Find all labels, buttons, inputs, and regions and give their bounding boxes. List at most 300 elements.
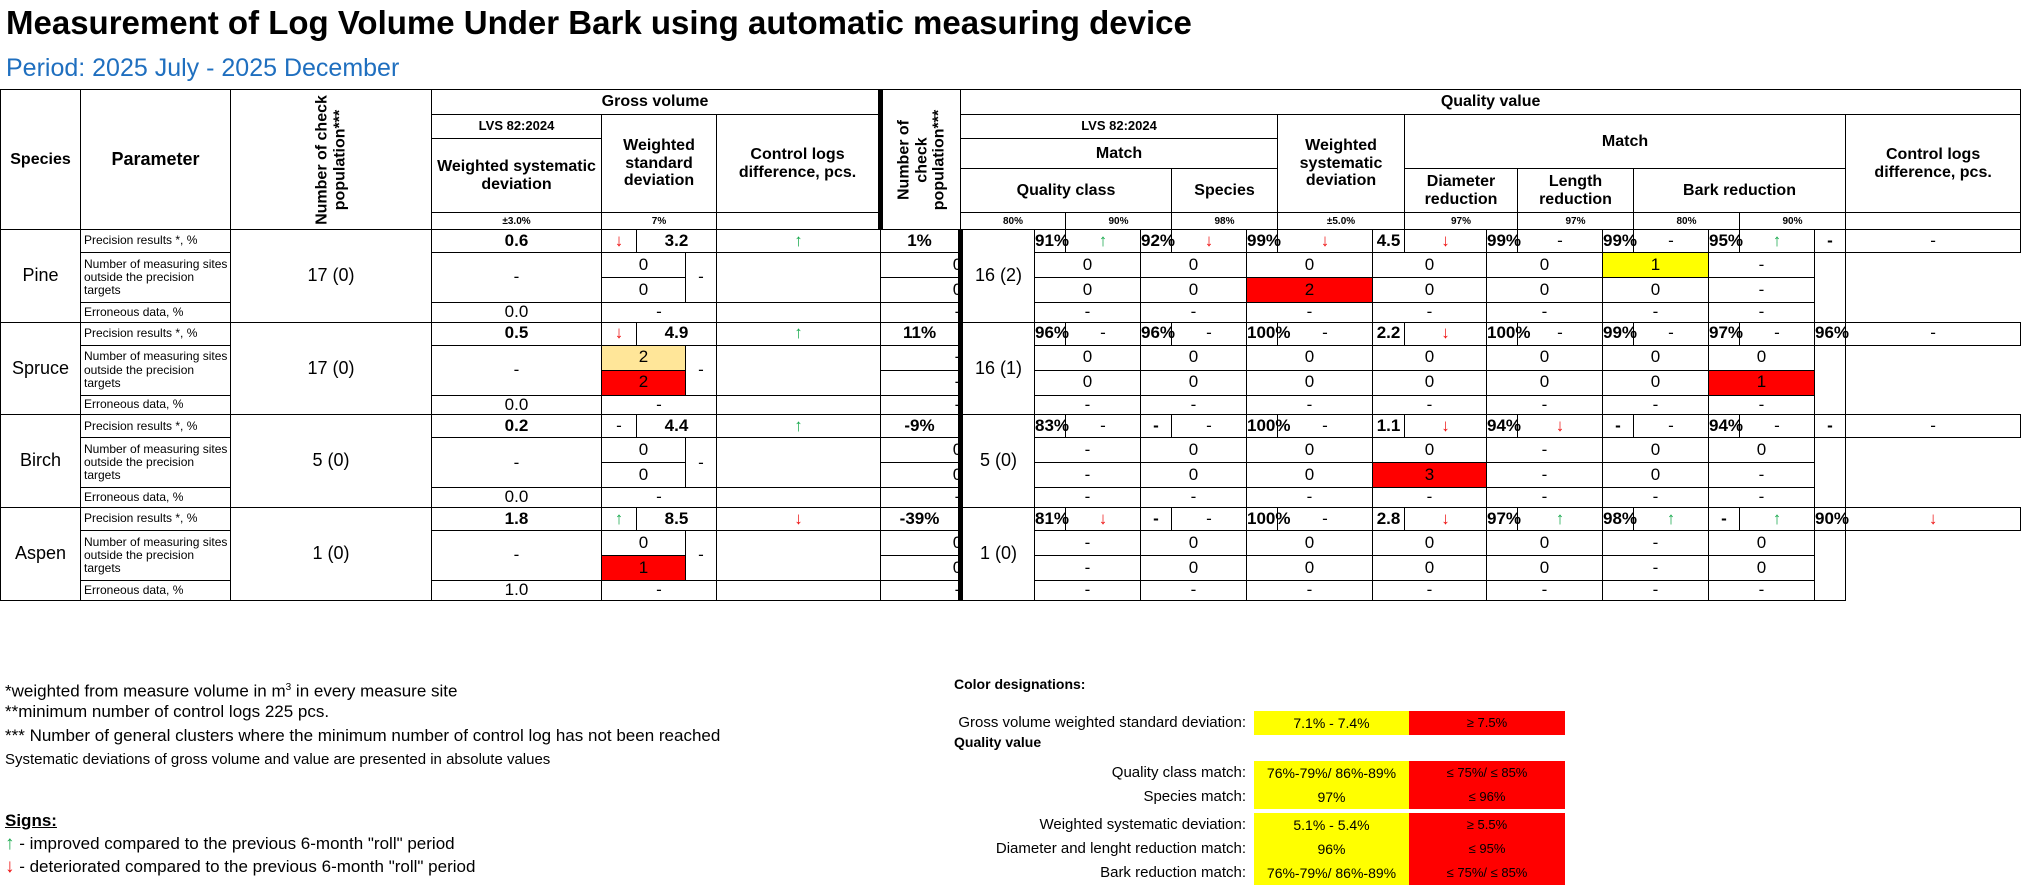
quality-erroneous: - [1141,395,1247,415]
diameter-value: 94% [1487,415,1518,438]
wstd-outside-dash: - [686,345,717,395]
page-title: Measurement of Log Volume Under Bark using automatic measuring device [6,4,1192,41]
qc90-value: 96% [1141,322,1172,345]
quality-outside: 0 [1709,345,1815,370]
quality-outside: - [1035,556,1141,581]
quality-outside: 0 [1035,253,1141,278]
quality-check-population: 5 (0) [961,415,1035,508]
quality-outside: - [1709,278,1815,303]
quality-outside: 0 [1603,370,1709,395]
quality-erroneous: - [1141,303,1247,323]
trend-arrow: - [1846,230,2021,253]
erroneous-ctl [717,488,881,508]
trend-arrow: ↓ [1405,415,1487,438]
length-value: 99% [1603,322,1634,345]
wsd-value: 0.6 [432,230,602,253]
parameter-header: Parameter [81,90,231,230]
erroneous-value: 0.0 [432,488,602,508]
trend-arrow: - [1740,322,1815,345]
erroneous-ctl [717,395,881,415]
species-name: Spruce [1,322,81,415]
wstd-outside-dash: - [686,253,717,303]
sign-deteriorated: ↓ - deteriorated compared to the previous 6-month "roll" period [5,856,476,877]
trend-arrow: ↑ [602,508,637,531]
wsd-value: 0.2 [432,415,602,438]
quality-outside: 0 [1141,438,1247,463]
bark80-value: 95% [1709,230,1740,253]
quality-outside: 0 [1373,531,1487,556]
quality-outside: 0 [1603,345,1709,370]
quality-value-header: Quality value [961,90,2021,115]
trend-arrow: ↑ [1634,508,1709,531]
species-match-value: 100% [1247,415,1278,438]
erroneous-ctl [717,303,881,323]
legend-wsd-red: ≥ 5.5% [1409,813,1565,837]
quality-check-population: 16 (2) [961,230,1035,323]
species-match-value: 100% [1247,322,1278,345]
control-logs-q-outside [1815,438,1846,508]
quality-outside: 0 [1487,278,1603,303]
quality-erroneous: - [1247,395,1373,415]
table-row [1,230,2021,253]
trend-arrow: - [1278,415,1373,438]
quality-check-population: 16 (1) [961,322,1035,415]
bark80-value: 94% [1709,415,1740,438]
gross-volume-header: Gross volume [432,90,881,115]
wsd-value: 1.8 [432,508,602,531]
legend-gross-label: Gross volume weighted standard deviation: [958,714,1246,731]
quality-outside: 0 [1373,556,1487,581]
param-erroneous: Erroneous data, % [81,581,231,601]
quality-outside: 1 [1709,370,1815,395]
table-row [1,415,2021,438]
trend-arrow: ↑ [1740,230,1815,253]
sign-improved: ↑ - improved compared to the previous 6-month "roll" period [5,833,455,854]
quality-outside: - [1035,531,1141,556]
quality-outside: - [1709,463,1815,488]
trend-arrow: - [1846,415,2021,438]
trend-arrow: - [1634,322,1709,345]
quality-outside: 0 [1603,438,1709,463]
trend-arrow: - [1518,322,1603,345]
quality-outside: 0 [1709,556,1815,581]
legend-diameter-length-red: ≤ 95% [1409,837,1565,861]
quality-outside: - [1603,531,1709,556]
wstd-outside: 0 [602,463,686,488]
quality-outside: - [1487,438,1603,463]
trend-arrow: - [602,415,637,438]
quality-outside: 0 [1709,531,1815,556]
species-name: Birch [1,415,81,508]
quality-outside: 0 [1487,370,1603,395]
quality-outside: - [881,370,1035,395]
quality-outside: 0 [881,278,1035,303]
quality-outside: 0 [1487,253,1603,278]
quality-erroneous: - [881,581,1035,601]
table-row [1,322,2021,345]
trend-arrow: ↑ [1518,508,1603,531]
qc80-value: 96% [1035,322,1066,345]
bark90-value: - [1815,230,1846,253]
control-logs-diff: 11% [881,322,961,345]
quality-outside: 0 [881,463,1035,488]
quality-erroneous: - [1141,581,1247,601]
quality-outside: 0 [881,253,1035,278]
quality-outside: 3 [1373,463,1487,488]
trend-arrow: - [1740,415,1815,438]
quality-outside: 0 [1247,531,1373,556]
lvs-gross: LVS 82:2024 [432,115,602,139]
table-row [1,508,2021,531]
legend-bark-red: ≤ 75%/ ≤ 85% [1409,861,1565,885]
trend-arrow: ↑ [717,230,881,253]
control-logs-outside [717,345,881,395]
param-precision: Precision results *, % [81,230,231,253]
quality-check-pop-header: Number of check population*** [881,90,961,230]
param-outside: Number of measuring sites outside the precision targets [81,253,231,303]
trend-arrow: - [1846,322,2021,345]
bark90-value: 96% [1815,322,1846,345]
trend-arrow: ↑ [1066,230,1141,253]
quality-outside: 0 [1373,253,1487,278]
quality-class-header: Quality class [961,169,1172,213]
length-value: 98% [1603,508,1634,531]
quality-outside: 1 [1603,253,1709,278]
qc80-value: 83% [1035,415,1066,438]
wstd-outside-dash: - [686,531,717,581]
control-logs-diff: 1% [881,230,961,253]
quality-outside: 0 [1035,370,1141,395]
wsd-outside: - [432,345,602,395]
target-qc80: 80% [961,213,1066,230]
wsdq-value: 2.8 [1373,508,1405,531]
legend-wsd-label: Weighted systematic deviation: [1039,816,1246,833]
param-outside: Number of measuring sites outside the precision targets [81,438,231,488]
quality-erroneous: - [1603,488,1709,508]
check-population: 5 (0) [231,415,432,508]
trend-arrow: ↓ [1405,322,1487,345]
erroneous-ctl [717,581,881,601]
trend-arrow: - [1518,230,1603,253]
trend-arrow: ↑ [717,415,881,438]
wsd-outside: - [432,531,602,581]
quality-outside: 0 [1141,531,1247,556]
quality-erroneous: - [1373,488,1487,508]
erroneous-wstd: - [602,303,717,323]
length-value: 99% [1603,230,1634,253]
quality-outside: 0 [1035,278,1141,303]
param-erroneous: Erroneous data, % [81,488,231,508]
bark90-value: 90% [1815,508,1846,531]
bark80-value: 97% [1709,322,1740,345]
trend-arrow: - [1066,322,1141,345]
legend-bark-label: Bark reduction match: [1100,864,1246,881]
wstd-header: Weighted standard deviation [602,115,717,213]
quality-outside: 0 [881,556,1035,581]
quality-erroneous: - [1709,303,1815,323]
param-erroneous: Erroneous data, % [81,395,231,415]
legend-species-yellow: 97% [1254,785,1409,809]
quality-outside: 0 [881,531,1035,556]
legend-gross-red: ≥ 7.5% [1409,711,1565,735]
wsdq-value: 4.5 [1373,230,1405,253]
target-length: 97% [1518,213,1634,230]
quality-outside: 0 [1247,345,1373,370]
signs-heading: Signs: [5,811,57,830]
wstd-outside: 0 [602,531,686,556]
qc90-value: - [1141,508,1172,531]
quality-outside: 0 [1141,370,1247,395]
arrow-down-icon: ↓ [5,856,15,877]
trend-arrow: ↑ [717,322,881,345]
quality-erroneous: - [1709,395,1815,415]
quality-check-population: 1 (0) [961,508,1035,601]
quality-outside: 0 [1487,556,1603,581]
control-logs-outside [717,438,881,488]
target-empty [717,213,881,230]
length-value: - [1603,415,1634,438]
footnotes [5,676,720,772]
species-name: Pine [1,230,81,323]
wstd-value: 8.5 [637,508,717,531]
color-legend-title: Color designations: [954,676,1086,692]
erroneous-wstd: - [602,581,717,601]
legend-diameter-length-label: Diameter and lenght reduction match: [995,840,1246,857]
quality-outside: 0 [1247,556,1373,581]
legend-quality-class-yellow: 76%-79%/ 86%-89% [1254,761,1409,785]
bark-header: Bark reduction [1634,169,1846,213]
legend-species-label: Species match: [1143,788,1246,805]
quality-outside: 0 [1373,370,1487,395]
target-wsdq: ±5.0% [1278,213,1405,230]
lvs-quality: LVS 82:2024 [961,115,1278,139]
quality-outside: - [1035,463,1141,488]
qc90-value: 92% [1141,230,1172,253]
quality-erroneous: - [1487,395,1603,415]
quality-outside: 0 [1247,370,1373,395]
control-logs-header: Control logs difference, pcs. [717,115,881,213]
signs-legend [5,809,475,878]
trend-arrow: ↓ [717,508,881,531]
quality-erroneous: - [1035,395,1141,415]
trend-arrow: - [1278,508,1373,531]
quality-outside: 0 [1487,531,1603,556]
qc80-value: 81% [1035,508,1066,531]
trend-arrow: ↓ [1405,230,1487,253]
qc80-value: 91% [1035,230,1066,253]
target-wsd: ±3.0% [432,213,602,230]
wstd-outside: 1 [602,556,686,581]
species-match-value: 99% [1247,230,1278,253]
length-header: Length reduction [1518,169,1634,213]
quality-erroneous: - [1035,303,1141,323]
bark90-value: - [1815,415,1846,438]
quality-outside: - [1035,438,1141,463]
bark80-value: - [1709,508,1740,531]
diameter-header: Diameter reduction [1405,169,1518,213]
footnote-4: Systematic deviations of gross volume and value are presented in absolute values [5,751,551,768]
trend-arrow: ↓ [1846,508,2021,531]
trend-arrow: ↓ [602,230,637,253]
erroneous-wstd: - [602,488,717,508]
quality-erroneous: - [1373,581,1487,601]
species-col-header: Species [1172,169,1278,213]
quality-erroneous: - [1035,488,1141,508]
footnote-3: *** Number of general clusters where the minimum number of control log has not been reached [5,726,721,745]
species-match-value: 100% [1247,508,1278,531]
quality-erroneous: - [1247,488,1373,508]
gross-check-pop-header: Number of check population*** [231,90,432,230]
match-header: Match [961,139,1278,169]
trend-arrow: ↑ [1740,508,1815,531]
results-table [0,89,2021,601]
trend-arrow: - [1172,508,1247,531]
footnote-2: **minimum number of control logs 225 pcs. [5,702,330,721]
param-erroneous: Erroneous data, % [81,303,231,323]
param-outside: Number of measuring sites outside the precision targets [81,531,231,581]
quality-outside: 0 [1141,463,1247,488]
qc90-value: - [1141,415,1172,438]
quality-erroneous: - [1247,303,1373,323]
wstd-outside-dash: - [686,438,717,488]
quality-erroneous: - [1141,488,1247,508]
erroneous-wstd: - [602,395,717,415]
target-species: 98% [1172,213,1278,230]
control-logs-q-outside [1815,345,1846,415]
check-population: 17 (0) [231,230,432,323]
quality-erroneous: - [1373,303,1487,323]
quality-outside: - [881,345,1035,370]
quality-outside: - [1487,463,1603,488]
legend-quality-value-heading: Quality value [954,734,1042,750]
quality-outside: - [1709,253,1815,278]
quality-erroneous: - [1487,303,1603,323]
quality-outside: 0 [1373,278,1487,303]
legend-bark-yellow: 76%-79%/ 86%-89% [1254,861,1409,885]
trend-arrow: ↓ [1172,230,1247,253]
wstd-outside: 2 [602,345,686,370]
control-logs-q-outside [1815,531,1846,601]
control-logs-q-header: Control logs difference, pcs. [1846,115,2021,213]
quality-erroneous: - [1247,581,1373,601]
match2-header: Match [1405,115,1846,169]
quality-outside: 0 [1603,463,1709,488]
param-precision: Precision results *, % [81,508,231,531]
quality-outside: 0 [1141,556,1247,581]
diameter-value: 100% [1487,322,1518,345]
wsdq-value: 2.2 [1373,322,1405,345]
control-logs-q-outside [1815,253,1846,323]
control-logs-outside [717,253,881,303]
control-logs-diff: -9% [881,415,961,438]
trend-arrow: ↓ [1518,415,1603,438]
wstd-outside: 2 [602,370,686,395]
quality-erroneous: - [1709,581,1815,601]
legend-quality-class-red: ≤ 75%/ ≤ 85% [1409,761,1565,785]
trend-arrow: - [1634,415,1709,438]
diameter-value: 99% [1487,230,1518,253]
trend-arrow: - [1172,415,1247,438]
target-bark90: 90% [1740,213,1846,230]
target-wstd: 7% [602,213,717,230]
quality-erroneous: - [1035,581,1141,601]
target-qc90: 90% [1066,213,1172,230]
species-name: Aspen [1,508,81,601]
wstd-value: 3.2 [637,230,717,253]
legend-gross-yellow: 7.1% - 7.4% [1254,711,1409,735]
erroneous-value: 0.0 [432,395,602,415]
arrow-up-icon: ↑ [5,833,15,854]
wstd-outside: 0 [602,438,686,463]
trend-arrow: - [1278,322,1373,345]
wsd-value: 0.5 [432,322,602,345]
legend-quality-class-label: Quality class match: [1111,764,1246,781]
quality-outside: 0 [1247,463,1373,488]
wstd-outside: 0 [602,278,686,303]
quality-outside: 0 [1247,253,1373,278]
target-empty-q [1846,213,2021,230]
legend-diameter-length-yellow: 96% [1254,837,1409,861]
trend-arrow: ↓ [1066,508,1141,531]
quality-outside: 0 [1709,438,1815,463]
erroneous-value: 1.0 [432,581,602,601]
trend-arrow: ↓ [1405,508,1487,531]
target-diameter: 97% [1405,213,1518,230]
species-header: Species [1,90,81,230]
control-logs-outside [717,531,881,581]
target-bark80: 80% [1634,213,1740,230]
wstd-value: 4.9 [637,322,717,345]
check-population: 17 (0) [231,322,432,415]
wsd-header: Weighted systematic deviation [432,139,602,213]
quality-erroneous: - [1487,581,1603,601]
quality-outside: 0 [1373,438,1487,463]
quality-outside: 0 [1141,345,1247,370]
quality-erroneous: - [1487,488,1603,508]
quality-erroneous: - [881,488,1035,508]
quality-erroneous: - [1709,488,1815,508]
quality-outside: 0 [1035,345,1141,370]
footnote-1: *weighted from measure volume in $m^3$ in every measure site [5,681,458,701]
legend-species-red: ≤ 96% [1409,785,1565,809]
quality-outside: 0 [881,438,1035,463]
quality-erroneous: - [1373,395,1487,415]
quality-erroneous: - [881,395,1035,415]
quality-erroneous: - [1603,303,1709,323]
trend-arrow: ↓ [1278,230,1373,253]
wstd-outside: 0 [602,253,686,278]
diameter-value: 97% [1487,508,1518,531]
erroneous-value: 0.0 [432,303,602,323]
wstd-value: 4.4 [637,415,717,438]
trend-arrow: - [1172,322,1247,345]
param-precision: Precision results *, % [81,322,231,345]
quality-outside: 0 [1603,278,1709,303]
quality-outside: 0 [1141,253,1247,278]
legend-wsd-yellow: 5.1% - 5.4% [1254,813,1409,837]
quality-erroneous: - [881,303,1035,323]
trend-arrow: - [1066,415,1141,438]
quality-erroneous: - [1603,581,1709,601]
trend-arrow: ↓ [602,322,637,345]
wsd-quality-header: Weighted systematic deviation [1278,115,1405,213]
param-precision: Precision results *, % [81,415,231,438]
quality-outside: - [1603,556,1709,581]
wsdq-value: 1.1 [1373,415,1405,438]
quality-outside: 0 [1373,345,1487,370]
quality-outside: 0 [1247,438,1373,463]
trend-arrow: - [1634,230,1709,253]
